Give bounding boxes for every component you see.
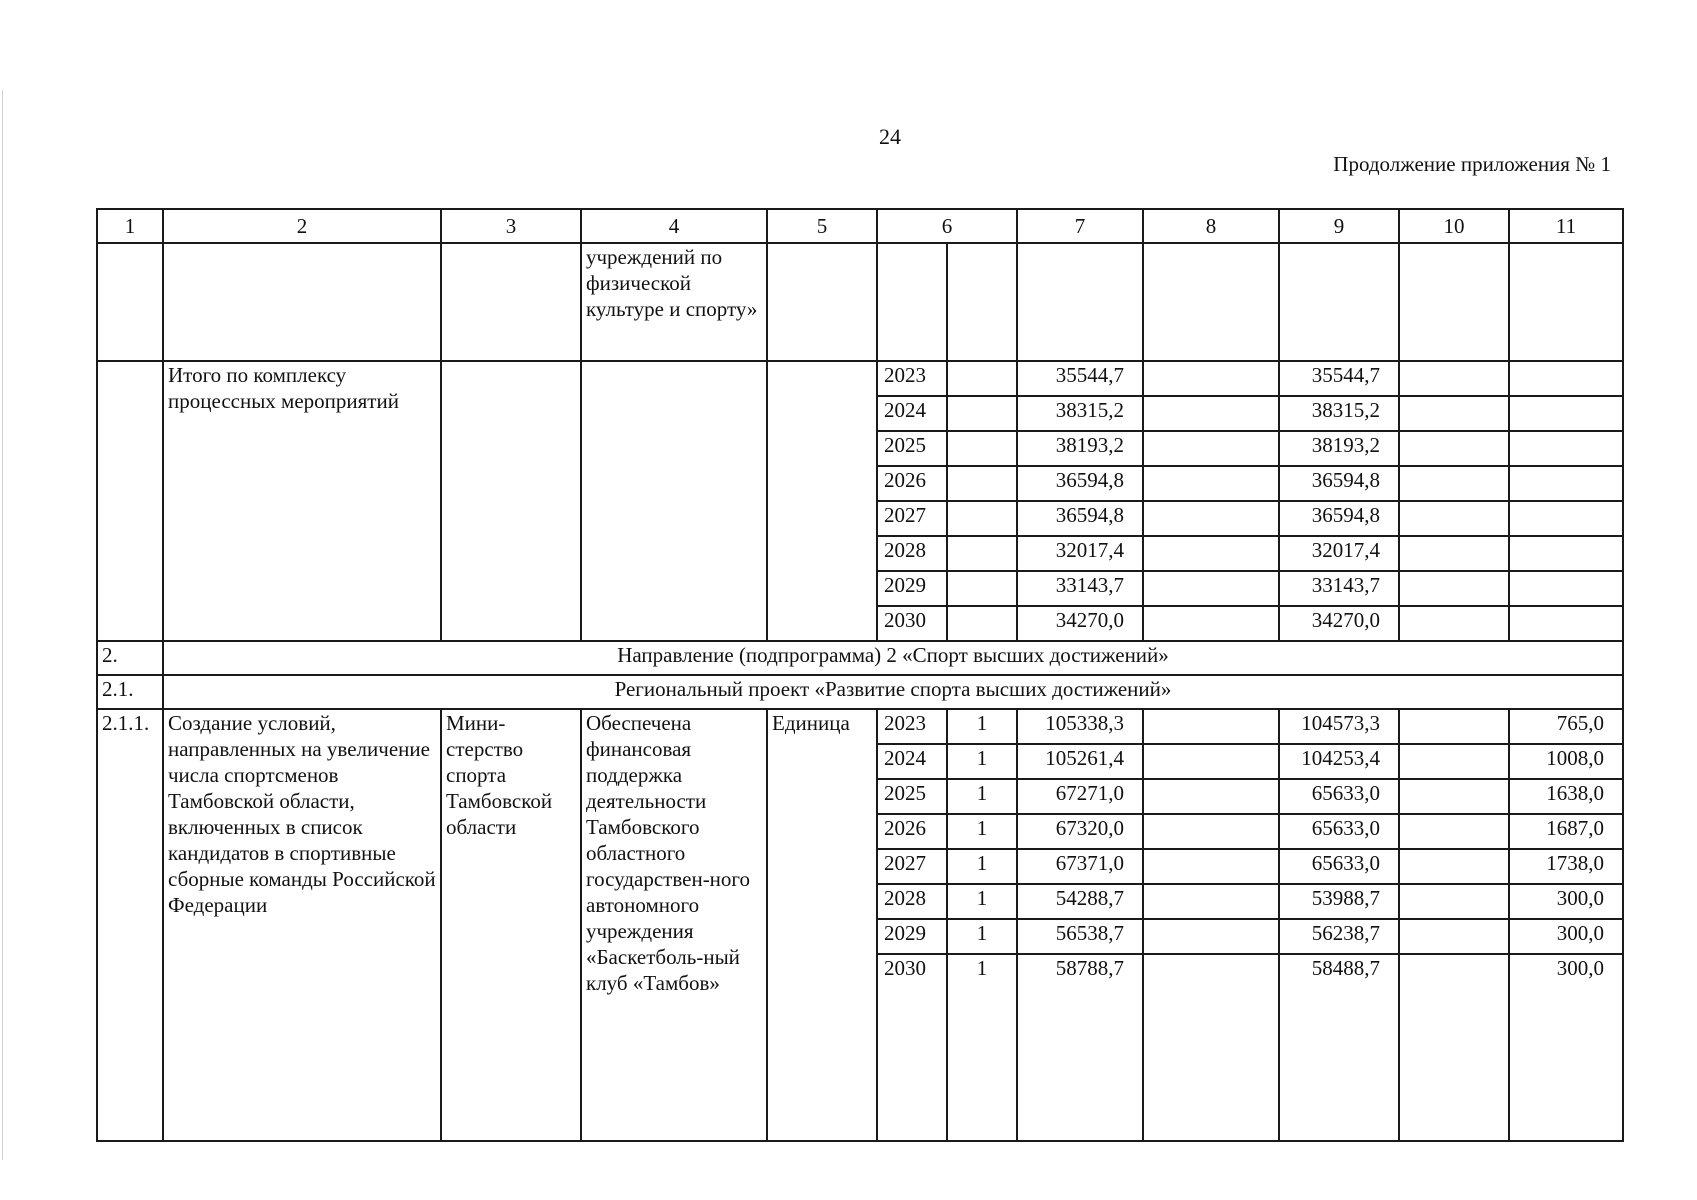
value-cell: 104573,3 xyxy=(1279,709,1399,744)
value-cell: 58488,7 xyxy=(1279,954,1399,1141)
value-cell: 300,0 xyxy=(1509,954,1623,1141)
indicator-value: 1 xyxy=(947,919,1017,954)
section-row xyxy=(97,675,1623,709)
year-cell: 2026 xyxy=(877,814,947,849)
year-cell: 2024 xyxy=(877,396,947,431)
header-cell: 9 xyxy=(1279,209,1399,243)
year-cell: 2028 xyxy=(877,536,947,571)
value-cell: 34270,0 xyxy=(1279,606,1399,641)
value-cell: 36594,8 xyxy=(1279,466,1399,501)
value-cell: 35544,7 xyxy=(1279,361,1399,396)
header-cell: 1 xyxy=(97,209,163,243)
indicator-value: 1 xyxy=(947,744,1017,779)
value-cell: 54288,7 xyxy=(1017,884,1143,919)
value-cell: 1687,0 xyxy=(1509,814,1623,849)
year-cell: 2025 xyxy=(877,779,947,814)
continuation-row xyxy=(97,243,1623,361)
value-cell: 36594,8 xyxy=(1017,466,1143,501)
value-cell: 56238,7 xyxy=(1279,919,1399,954)
section-number: 2. xyxy=(97,641,163,675)
value-cell: 38315,2 xyxy=(1279,396,1399,431)
indicator-value: 1 xyxy=(947,884,1017,919)
indicator-value: 1 xyxy=(947,954,1017,1141)
indicator-value: 1 xyxy=(947,779,1017,814)
item-responsible: Мини-стерство спорта Тамбовской области xyxy=(441,709,581,1141)
header-cell: 4 xyxy=(581,209,767,243)
value-cell: 36594,8 xyxy=(1017,501,1143,536)
year-cell: 2028 xyxy=(877,884,947,919)
value-cell: 300,0 xyxy=(1509,919,1623,954)
item-number: 2.1.1. xyxy=(97,709,163,1141)
value-cell: 38193,2 xyxy=(1279,431,1399,466)
year-cell: 2023 xyxy=(877,709,947,744)
header-cell: 8 xyxy=(1143,209,1279,243)
value-cell: 67371,0 xyxy=(1017,849,1143,884)
value-cell: 300,0 xyxy=(1509,884,1623,919)
year-cell: 2023 xyxy=(877,361,947,396)
value-cell: 105338,3 xyxy=(1017,709,1143,744)
continuation-text: учреждений по физической культуре и спорту» xyxy=(581,243,767,361)
value-cell: 1008,0 xyxy=(1509,744,1623,779)
value-cell: 34270,0 xyxy=(1017,606,1143,641)
table-row xyxy=(97,361,1623,396)
year-cell: 2029 xyxy=(877,919,947,954)
header-cell: 2 xyxy=(163,209,441,243)
value-cell: 56538,7 xyxy=(1017,919,1143,954)
value-cell: 35544,7 xyxy=(1017,361,1143,396)
value-cell: 67320,0 xyxy=(1017,814,1143,849)
item-result: Обеспечена финансовая поддержка деятельности Тамбовского областного государствен-ного автономного учреждения «Баскетболь-ный клуб «Тамбов» xyxy=(581,709,767,1141)
value-cell: 36594,8 xyxy=(1279,501,1399,536)
year-cell: 2030 xyxy=(877,606,947,641)
value-cell: 32017,4 xyxy=(1017,536,1143,571)
table-row xyxy=(97,709,1623,744)
value-cell: 65633,0 xyxy=(1279,849,1399,884)
value-cell: 1738,0 xyxy=(1509,849,1623,884)
header-cell: 5 xyxy=(767,209,877,243)
value-cell: 32017,4 xyxy=(1279,536,1399,571)
value-cell: 67271,0 xyxy=(1017,779,1143,814)
indicator-value: 1 xyxy=(947,814,1017,849)
appendix-caption: Продолжение приложения № 1 xyxy=(1333,152,1611,176)
year-cell: 2027 xyxy=(877,501,947,536)
value-cell: 58788,7 xyxy=(1017,954,1143,1141)
indicator-value: 1 xyxy=(947,849,1017,884)
value-cell: 765,0 xyxy=(1509,709,1623,744)
value-cell: 38315,2 xyxy=(1017,396,1143,431)
header-cell: 10 xyxy=(1399,209,1509,243)
value-cell: 1638,0 xyxy=(1509,779,1623,814)
section-title: Региональный проект «Развитие спорта высших достижений» xyxy=(163,675,1623,709)
value-cell: 105261,4 xyxy=(1017,744,1143,779)
section-title: Направление (подпрограмма) 2 «Спорт высших достижений» xyxy=(163,641,1623,675)
value-cell: 38193,2 xyxy=(1017,431,1143,466)
total-label: Итого по комплексу процессных мероприятий xyxy=(163,361,441,641)
year-cell: 2026 xyxy=(877,466,947,501)
header-cell: 11 xyxy=(1509,209,1623,243)
value-cell: 33143,7 xyxy=(1017,571,1143,606)
year-cell: 2024 xyxy=(877,744,947,779)
header-cell: 7 xyxy=(1017,209,1143,243)
value-cell: 53988,7 xyxy=(1279,884,1399,919)
value-cell: 65633,0 xyxy=(1279,814,1399,849)
budget-table xyxy=(96,208,1624,1142)
page-number: 24 xyxy=(879,124,901,149)
header-row xyxy=(97,209,1623,243)
indicator-value: 1 xyxy=(947,709,1017,744)
item-unit: Единица xyxy=(767,709,877,1141)
header-cell: 6 xyxy=(877,209,1017,243)
value-cell: 104253,4 xyxy=(1279,744,1399,779)
section-number: 2.1. xyxy=(97,675,163,709)
year-cell: 2025 xyxy=(877,431,947,466)
item-name: Создание условий, направленных на увеличение числа спортсменов Тамбовской области, включенных в список кандидатов в спортивные сборные команды Российской Федерации xyxy=(163,709,441,1141)
page-edge-line xyxy=(2,90,3,1160)
year-cell: 2029 xyxy=(877,571,947,606)
year-cell: 2027 xyxy=(877,849,947,884)
year-cell: 2030 xyxy=(877,954,947,1141)
value-cell: 33143,7 xyxy=(1279,571,1399,606)
value-cell: 65633,0 xyxy=(1279,779,1399,814)
header-cell: 3 xyxy=(441,209,581,243)
section-row xyxy=(97,641,1623,675)
